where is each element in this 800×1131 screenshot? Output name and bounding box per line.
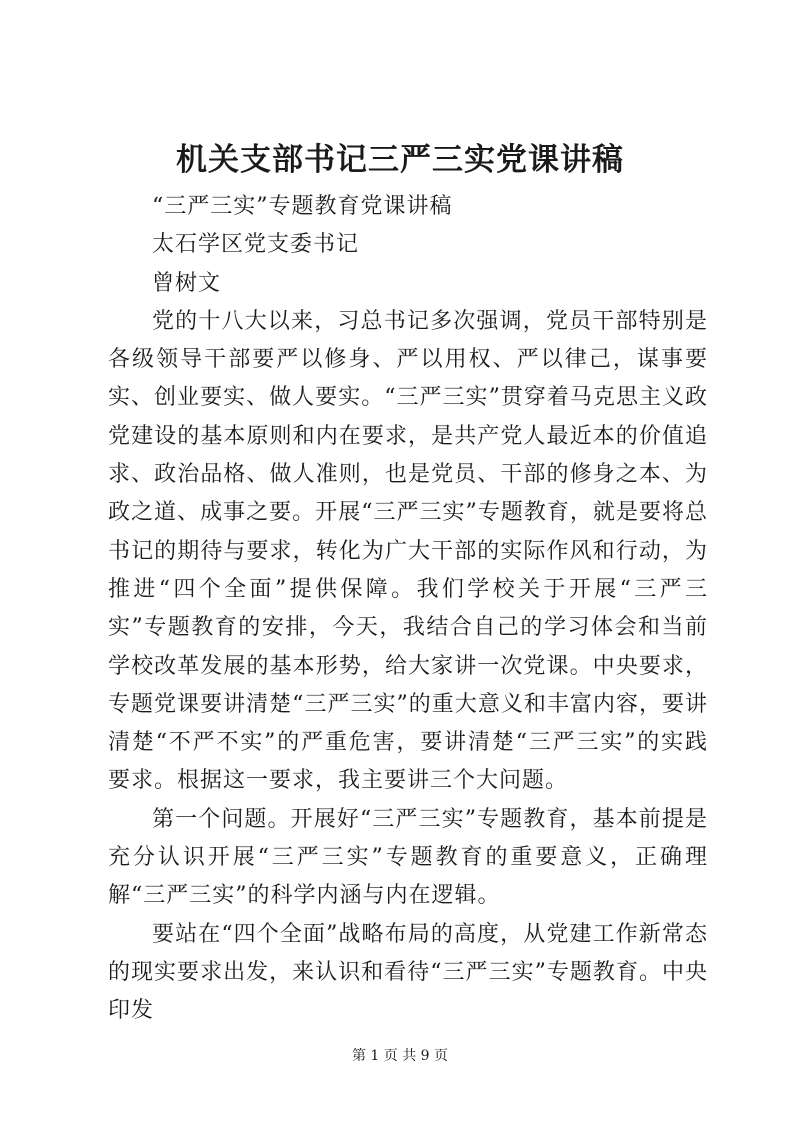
- body-paragraph: 第一个问题。开展好“三严三实”专题教育，基本前提是充分认识开展“三严三实”专题教育的重要意义，正确理解“三严三实”的科学内涵与内在逻辑。: [108, 806, 708, 909]
- page-number-label: 第 1 页 共 9 页: [351, 1048, 449, 1064]
- body-paragraph: 要站在“四个全面”战略布局的高度，从党建工作新常态的现实要求出发，来认识和看待“三严三实”专题教育。中央印发: [108, 921, 708, 1024]
- page-footer: [0, 1046, 800, 1066]
- author-affiliation-paragraph: 太石学区党支委书记: [152, 232, 360, 258]
- body-paragraph: 党的十八大以来，习总书记多次强调，党员干部特别是各级领导干部要严以修身、严以用权、严以律己，谋事要实、创业要实、做人要实。“三严三实”贯穿着马克思主义政党建设的基本原则和内在要求，是共产党人最近本的价值追求、政治品格、做人准则，也是党员、干部的修身之本、为政之道、成事之要。开展“三严三实”专题教育，就是要将总书记的期待与要求，转化为广大干部的实际作风和行动，为推进“四个全面”提供保障。我们学校关于开展“三严三实”专题教育的安排，今天，我结合自己的学习体会和当前学校改革发展的基本形势，给大家讲一次党课。中央要求，专题党课要讲清楚“三严三实”的重大意义和丰富内容，要讲清楚“不严不实”的严重危害，要讲清楚“三严三实”的实践要求。根据这一要求，我主要讲三个大问题。: [108, 308, 708, 794]
- document-body: [108, 188, 708, 1031]
- subtitle-paragraph: “三严三实”专题教育党课讲稿: [152, 194, 453, 219]
- document-title: 机关支部书记三严三实党课讲稿: [176, 142, 624, 178]
- author-name-paragraph: 曾树文: [152, 270, 222, 296]
